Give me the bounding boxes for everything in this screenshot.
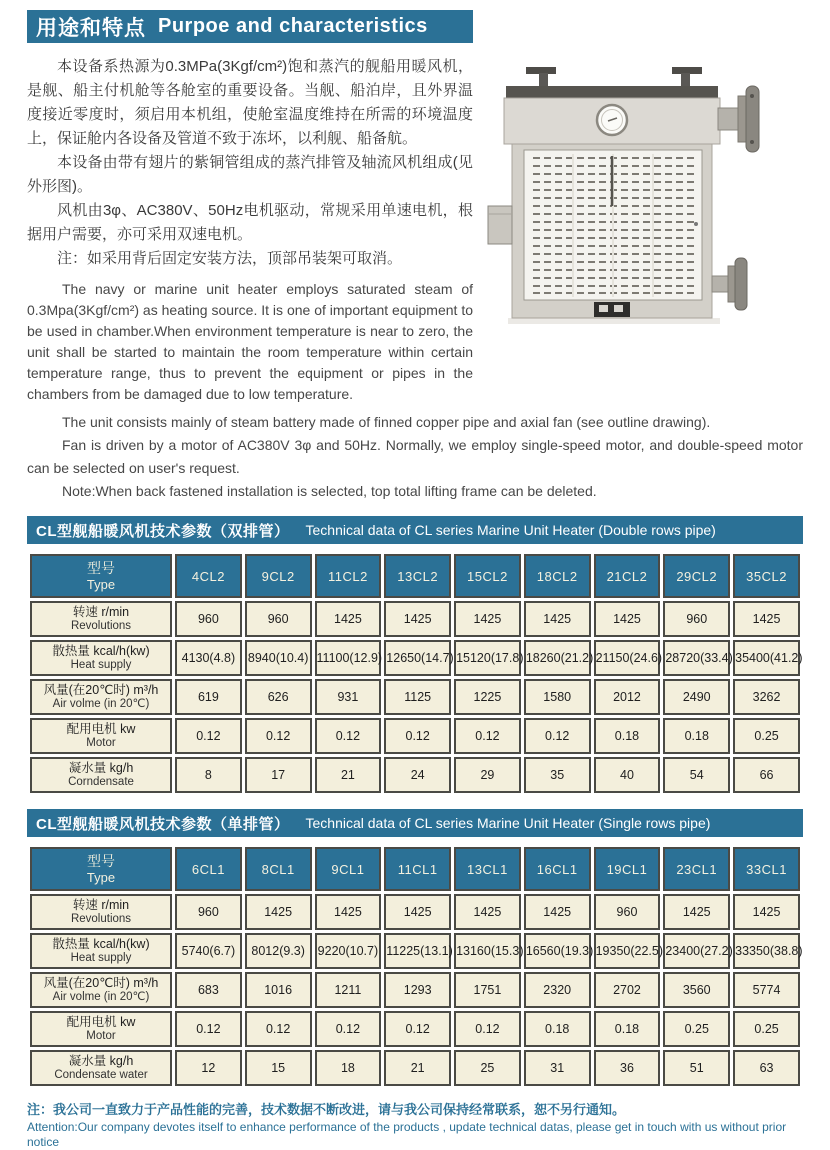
value-cell: 1751 bbox=[454, 972, 521, 1008]
value-cell: 0.12 bbox=[384, 1011, 451, 1047]
table-title-zh: CL型舰船暖风机技术参数（双排管） bbox=[36, 522, 290, 540]
heater-grille bbox=[524, 150, 702, 300]
steam-pipe-flange-top bbox=[718, 86, 759, 152]
value-cell: 21 bbox=[315, 757, 382, 793]
value-cell: 0.12 bbox=[315, 718, 382, 754]
model-header-cell: 15CL2 bbox=[454, 554, 521, 598]
value-cell: 36 bbox=[594, 1050, 661, 1086]
value-cell: 683 bbox=[175, 972, 242, 1008]
value-cell: 12 bbox=[175, 1050, 242, 1086]
paragraph-en: The unit consists mainly of steam battery made of finned copper pipe and axial fan (see outline drawing). bbox=[62, 414, 711, 430]
spec-table-single-rows bbox=[27, 844, 803, 1089]
value-cell: 2702 bbox=[594, 972, 661, 1008]
junction-box bbox=[488, 206, 512, 244]
value-cell: 1425 bbox=[245, 894, 312, 930]
row-label-zh: 转速 r/min bbox=[72, 898, 130, 912]
marine-unit-heater-photo bbox=[478, 54, 798, 372]
row-label-en: Heat supply bbox=[70, 659, 132, 671]
value-cell: 0.12 bbox=[245, 718, 312, 754]
value-cell: 1425 bbox=[384, 601, 451, 637]
value-cell: 51 bbox=[663, 1050, 730, 1086]
value-cell: 0.25 bbox=[733, 718, 800, 754]
row-label-cell bbox=[30, 718, 172, 754]
value-cell: 0.18 bbox=[594, 718, 661, 754]
table-row bbox=[30, 972, 800, 1008]
value-cell: 1425 bbox=[733, 601, 800, 637]
table-row bbox=[30, 601, 800, 637]
value-cell: 18260(21.2) bbox=[524, 640, 591, 676]
value-cell: 960 bbox=[663, 601, 730, 637]
page-title-en: Purpoe and characteristics bbox=[158, 15, 428, 37]
value-cell: 1425 bbox=[384, 894, 451, 930]
model-header-cell: 9CL2 bbox=[245, 554, 312, 598]
value-cell: 1211 bbox=[315, 972, 382, 1008]
value-cell: 15120(17.8) bbox=[454, 640, 521, 676]
value-cell: 1293 bbox=[384, 972, 451, 1008]
value-cell: 23400(27.2) bbox=[663, 933, 730, 969]
value-cell: 33350(38.8) bbox=[733, 933, 800, 969]
value-cell: 0.12 bbox=[175, 1011, 242, 1047]
row-label-zh: 风量(在20℃时) m³/h bbox=[43, 976, 159, 990]
row-label-cell bbox=[30, 972, 172, 1008]
table-corner-cell bbox=[30, 554, 172, 598]
value-cell: 1425 bbox=[594, 601, 661, 637]
corner-label-zh: 型号 bbox=[87, 853, 115, 869]
row-label-cell bbox=[30, 640, 172, 676]
value-cell: 1425 bbox=[315, 894, 382, 930]
value-cell: 8012(9.3) bbox=[245, 933, 312, 969]
product-photo-area bbox=[473, 10, 803, 405]
row-label-zh: 凝水量 kg/h bbox=[68, 761, 134, 775]
value-cell: 5740(6.7) bbox=[175, 933, 242, 969]
paragraph-zh: 本设备由带有翅片的紫铜管组成的蒸汽排管及轴流风机组成(见外形图)。 bbox=[27, 154, 473, 195]
value-cell: 1425 bbox=[663, 894, 730, 930]
value-cell: 619 bbox=[175, 679, 242, 715]
table-title-en: Technical data of CL series Marine Unit Heater (Single rows pipe) bbox=[305, 815, 711, 831]
row-label-zh: 配用电机 kw bbox=[66, 1015, 136, 1029]
model-header-cell: 16CL1 bbox=[524, 847, 591, 891]
value-cell: 8940(10.4) bbox=[245, 640, 312, 676]
row-label-zh: 凝水量 kg/h bbox=[68, 1054, 134, 1068]
photo-shadow bbox=[508, 318, 720, 324]
value-cell: 19350(22.5) bbox=[594, 933, 661, 969]
row-label-en: Air volme (in 20℃) bbox=[52, 698, 150, 710]
value-cell: 40 bbox=[594, 757, 661, 793]
row-label-en: Motor bbox=[86, 737, 116, 749]
table-header-row bbox=[30, 554, 800, 598]
corner-label-zh: 型号 bbox=[87, 560, 115, 576]
row-label-cell bbox=[30, 601, 172, 637]
value-cell: 1125 bbox=[384, 679, 451, 715]
model-header-cell: 29CL2 bbox=[663, 554, 730, 598]
table-row bbox=[30, 757, 800, 793]
page-title-zh: 用途和特点 bbox=[36, 16, 146, 40]
table-row bbox=[30, 640, 800, 676]
value-cell: 24 bbox=[384, 757, 451, 793]
value-cell: 1425 bbox=[524, 894, 591, 930]
row-label-en: Revolutions bbox=[70, 620, 132, 632]
value-cell: 2490 bbox=[663, 679, 730, 715]
value-cell: 0.12 bbox=[175, 718, 242, 754]
value-cell: 960 bbox=[594, 894, 661, 930]
row-label-en: Heat supply bbox=[70, 952, 132, 964]
value-cell: 0.12 bbox=[315, 1011, 382, 1047]
row-label-cell bbox=[30, 757, 172, 793]
value-cell: 21 bbox=[384, 1050, 451, 1086]
footer-notes bbox=[27, 1101, 803, 1150]
condensate-pipe-flange-bottom bbox=[712, 258, 747, 310]
value-cell: 0.18 bbox=[594, 1011, 661, 1047]
value-cell: 1425 bbox=[733, 894, 800, 930]
value-cell: 29 bbox=[454, 757, 521, 793]
value-cell: 63 bbox=[733, 1050, 800, 1086]
row-label-cell bbox=[30, 1050, 172, 1086]
table-title-double-rows bbox=[27, 516, 803, 544]
value-cell: 1225 bbox=[454, 679, 521, 715]
row-label-zh: 散热量 kcal/h(kw) bbox=[52, 644, 150, 658]
spec-table bbox=[27, 844, 803, 1089]
row-label-zh: 风量(在20℃时) m³/h bbox=[43, 683, 159, 697]
value-cell: 0.25 bbox=[733, 1011, 800, 1047]
model-header-cell: 4CL2 bbox=[175, 554, 242, 598]
row-label-cell bbox=[30, 933, 172, 969]
value-cell: 960 bbox=[175, 894, 242, 930]
model-header-cell: 11CL1 bbox=[384, 847, 451, 891]
value-cell: 2320 bbox=[524, 972, 591, 1008]
row-label-zh: 配用电机 kw bbox=[66, 722, 136, 736]
table-row bbox=[30, 933, 800, 969]
value-cell: 3262 bbox=[733, 679, 800, 715]
model-header-cell: 13CL1 bbox=[454, 847, 521, 891]
value-cell: 0.12 bbox=[384, 718, 451, 754]
value-cell: 54 bbox=[663, 757, 730, 793]
value-cell: 21150(24.6) bbox=[594, 640, 661, 676]
value-cell: 2012 bbox=[594, 679, 661, 715]
row-label-zh: 转速 r/min bbox=[72, 605, 130, 619]
value-cell: 1425 bbox=[315, 601, 382, 637]
value-cell: 35400(41.2) bbox=[733, 640, 800, 676]
model-header-cell: 6CL1 bbox=[175, 847, 242, 891]
value-cell: 4130(4.8) bbox=[175, 640, 242, 676]
paragraph-zh: 注：如采用背后固定安装方法，顶部吊装架可取消。 bbox=[57, 250, 403, 267]
value-cell: 1425 bbox=[524, 601, 591, 637]
value-cell: 66 bbox=[733, 757, 800, 793]
value-cell: 15 bbox=[245, 1050, 312, 1086]
table-row bbox=[30, 1050, 800, 1086]
table-row bbox=[30, 894, 800, 930]
corner-label-en: Type bbox=[86, 870, 116, 885]
value-cell: 16560(19.3) bbox=[524, 933, 591, 969]
value-cell: 9220(10.7) bbox=[315, 933, 382, 969]
table-header-row bbox=[30, 847, 800, 891]
value-cell: 960 bbox=[175, 601, 242, 637]
model-header-cell: 8CL1 bbox=[245, 847, 312, 891]
value-cell: 31 bbox=[524, 1050, 591, 1086]
model-header-cell: 19CL1 bbox=[594, 847, 661, 891]
row-label-cell bbox=[30, 679, 172, 715]
paragraph-en: The navy or marine unit heater employs saturated steam of 0.3Mpa(3Kgf/cm²) as heating source. It is one of important equipment to be used in chamber.When environment temperature is near to zero, the unit shall be started to maintain the room temperature within certain temperature range, thus to prevent the equipment or pipes in the chambers from be damaged due to low temperature. bbox=[27, 281, 473, 402]
value-cell: 12650(14.7) bbox=[384, 640, 451, 676]
paragraph-en: Fan is driven by a motor of AC380V 3φ and 50Hz. Normally, we employ single-speed motor, and double-speed motor can be selected on user's request. bbox=[27, 437, 803, 476]
value-cell: 1425 bbox=[454, 894, 521, 930]
value-cell: 28720(33.4) bbox=[663, 640, 730, 676]
pressure-gauge bbox=[597, 105, 627, 135]
model-header-cell: 13CL2 bbox=[384, 554, 451, 598]
value-cell: 0.12 bbox=[454, 1011, 521, 1047]
grille-latch bbox=[694, 222, 698, 226]
row-label-en: Motor bbox=[86, 1030, 116, 1042]
footer-note-en: Attention:Our company devotes itself to enhance performance of the products , update technical datas, please get in touch with us without prior notice bbox=[27, 1120, 787, 1149]
value-cell: 0.18 bbox=[524, 1011, 591, 1047]
value-cell: 11225(13.1) bbox=[384, 933, 451, 969]
control-panel bbox=[594, 302, 630, 317]
value-cell: 1425 bbox=[454, 601, 521, 637]
value-cell: 13160(15.3) bbox=[454, 933, 521, 969]
paragraph-zh: 风机由3φ、AC380V、50Hz电机驱动，常规采用单速电机，根据用户需要，亦可采用双速电机。 bbox=[27, 202, 473, 243]
model-header-cell: 9CL1 bbox=[315, 847, 382, 891]
row-label-cell bbox=[30, 894, 172, 930]
intro-paragraphs-zh bbox=[27, 55, 473, 271]
row-label-en: Air volme (in 20℃) bbox=[52, 991, 150, 1003]
value-cell: 11100(12.9) bbox=[315, 640, 382, 676]
value-cell: 931 bbox=[315, 679, 382, 715]
table-title-zh: CL型舰船暖风机技术参数（单排管） bbox=[36, 815, 290, 833]
paragraph-zh: 本设备系热源为0.3MPa(3Kgf/cm²)饱和蒸汽的舰船用暖风机，是舰、船主付机舱等各舱室的重要设备。当舰、船泊岸，且外界温度接近零度时，须启用本机组，使舱室温度维持在所需的环境温度上，保证舱内各设备及管道不致于冻坏，以利舰、船备航。 bbox=[27, 58, 473, 147]
value-cell: 8 bbox=[175, 757, 242, 793]
value-cell: 18 bbox=[315, 1050, 382, 1086]
value-cell: 1016 bbox=[245, 972, 312, 1008]
table-row bbox=[30, 718, 800, 754]
model-header-cell: 23CL1 bbox=[663, 847, 730, 891]
top-section bbox=[27, 10, 803, 405]
value-cell: 0.12 bbox=[524, 718, 591, 754]
model-header-cell: 18CL2 bbox=[524, 554, 591, 598]
model-header-cell: 35CL2 bbox=[733, 554, 800, 598]
page-title bbox=[27, 10, 473, 43]
table-row bbox=[30, 1011, 800, 1047]
model-header-cell: 33CL1 bbox=[733, 847, 800, 891]
value-cell: 35 bbox=[524, 757, 591, 793]
value-cell: 5774 bbox=[733, 972, 800, 1008]
row-label-cell bbox=[30, 1011, 172, 1047]
corner-label-en: Type bbox=[86, 577, 116, 592]
value-cell: 0.25 bbox=[663, 1011, 730, 1047]
value-cell: 0.12 bbox=[454, 718, 521, 754]
text-column bbox=[27, 10, 473, 405]
footer-note-zh: 注：我公司一直致力于产品性能的完善，技术数据不断改进，请与我公司保持经常联系，恕不另行通知。 bbox=[27, 1102, 626, 1117]
intro-paragraphs-en-full bbox=[27, 411, 803, 503]
value-cell: 0.12 bbox=[245, 1011, 312, 1047]
model-header-cell: 21CL2 bbox=[594, 554, 661, 598]
value-cell: 960 bbox=[245, 601, 312, 637]
value-cell: 0.18 bbox=[663, 718, 730, 754]
value-cell: 25 bbox=[454, 1050, 521, 1086]
table-title-single-rows bbox=[27, 809, 803, 837]
table-row bbox=[30, 679, 800, 715]
table-corner-cell bbox=[30, 847, 172, 891]
value-cell: 3560 bbox=[663, 972, 730, 1008]
spec-table bbox=[27, 551, 803, 796]
row-label-zh: 散热量 kcal/h(kw) bbox=[52, 937, 150, 951]
model-header-cell: 11CL2 bbox=[315, 554, 382, 598]
row-label-en: Condensate water bbox=[54, 1069, 148, 1081]
value-cell: 1580 bbox=[524, 679, 591, 715]
row-label-en: Corndensate bbox=[68, 776, 134, 788]
paragraph-en: Note:When back fastened installation is selected, top total lifting frame can be deleted. bbox=[62, 483, 597, 499]
row-label-en: Revolutions bbox=[70, 913, 132, 925]
heater-top-face bbox=[506, 86, 718, 98]
value-cell: 626 bbox=[245, 679, 312, 715]
table-title-en: Technical data of CL series Marine Unit Heater (Double rows pipe) bbox=[305, 522, 716, 538]
value-cell: 17 bbox=[245, 757, 312, 793]
spec-table-double-rows bbox=[27, 551, 803, 796]
